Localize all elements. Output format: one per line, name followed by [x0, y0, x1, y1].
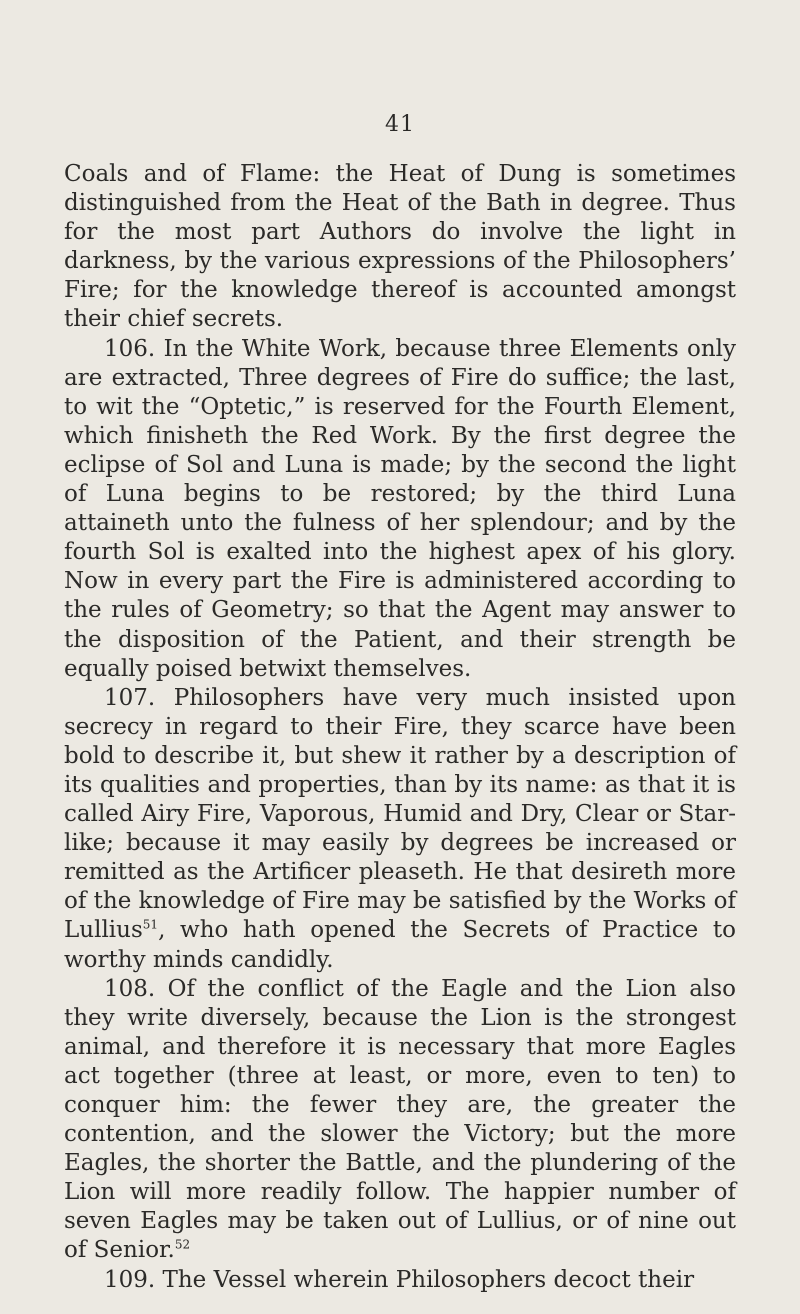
paragraph-109: 109. The Vessel wherein Philosophers decoct their [104, 1266, 695, 1293]
body-text [64, 160, 736, 1295]
paragraph-107 [64, 684, 736, 975]
paragraph-106: 106. In the White Work, because three Elements only are extracted, Three degrees of Fire do suffice; the last, to wit the “Optetic,” is reserved for the Fourth Element, which finisheth the Red Work. By the first degree the eclipse of Sol and Luna is made; by the second the light of Luna begins to be restored; by the third Luna attaineth unto the fulness of her splendour; and by the fourth Sol is exalted into the highest apex of his glory. Now in every part the Fire is administered according to the rules of Geometry; so that the Agent may answer to the disposition of the Patient, and their strength be equally poised betwixt themselves. [64, 335, 736, 682]
paragraph-108-text: 108. Of the conflict of the Eagle and the Lion also they write diversely, because the Lion is the strongest animal, and therefore it is necessary that more Eagles act together (three at least, or more, even to ten) to conquer him: the fewer they are, the greater the contention, and the slower the Victory; but the more Eagles, the shorter the Battle, and the plundering of the Lion will more readily follow. The happier number of seven Eagles may be taken out of Lullius, or of nine out of Senior. [64, 975, 736, 1264]
paragraph-107-text-end: , who hath opened the Secrets of Practice to worthy minds candidly. [64, 917, 736, 973]
footnote-ref-51: 51 [142, 917, 159, 932]
page-number: 41 [385, 112, 415, 137]
paragraph-108 [64, 975, 736, 1266]
paragraph-107-text: 107. Philosophers have very much insisted upon secrecy in regard to their Fire, they scarce have been bold to describe it, but shew it rather by a description of its qualities and properties, than by its name: as that it is called Airy Fire, Vaporous, Humid and Dry, Clear or Star-like; because it may easily by degrees be increased or remitted as the Artificer pleaseth. He that desireth more of the knowledge of Fire may be satisfied by the Works of Lullius [64, 684, 736, 944]
footnote-ref-52: 52 [174, 1237, 191, 1252]
paragraph-continued: Coals and of Flame: the Heat of Dung is sometimes distinguished from the Heat of the Bath in degree. Thus for the most part Authors do involve the light in darkness, by the various expressions of the Philosophers’ Fire; for the knowledge thereof is accounted amongst their chief secrets. [64, 161, 736, 333]
